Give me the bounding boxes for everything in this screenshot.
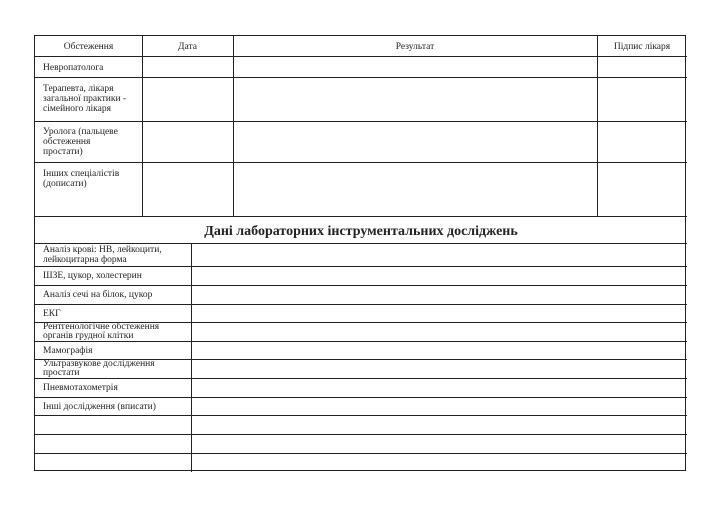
row-therapist: Терапевта, лікаря загальної практики - сімейного лікаря	[43, 84, 127, 114]
lab-row-ecg: ЕКГ	[43, 309, 61, 319]
lab-row-chest-xray: Рентгенологічне обстеження органів грудної клітки	[43, 322, 160, 341]
lab-row-blood-test: Аналіз крові: НВ, лейкоцити, лейкоцитарна форма	[43, 245, 162, 265]
section-title: Дані лабораторних інструментальних досліджень	[204, 224, 518, 239]
row-other-specialists: Інших спеціалістів (дописати)	[43, 169, 120, 189]
header-doctor-signature: Підпис лікаря	[613, 42, 671, 52]
header-date: Дата	[178, 42, 197, 52]
lab-row-esr-sugar-cholesterol: ШЗЕ, цукор, холестерин	[43, 271, 142, 281]
examination-form	[34, 35, 686, 471]
row-urologist: Уролога (пальцеве обстеження простати)	[43, 127, 118, 157]
lab-row-mammography: Мамографія	[43, 346, 93, 356]
lab-row-pneumotachometry: Пневмотахометрія	[43, 383, 118, 393]
lab-row-prostate-ultrasound: Ультразвукове дослідження простати	[43, 359, 155, 378]
header-examination: Обстеження	[63, 42, 114, 52]
row-neurologist: Невропатолога	[43, 63, 104, 73]
header-result: Результат	[395, 42, 435, 52]
lab-row-urine-test: Аналіз сечі на білок, цукор	[43, 290, 153, 300]
lab-row-other-tests: Інші дослідження (вписати)	[43, 402, 156, 412]
